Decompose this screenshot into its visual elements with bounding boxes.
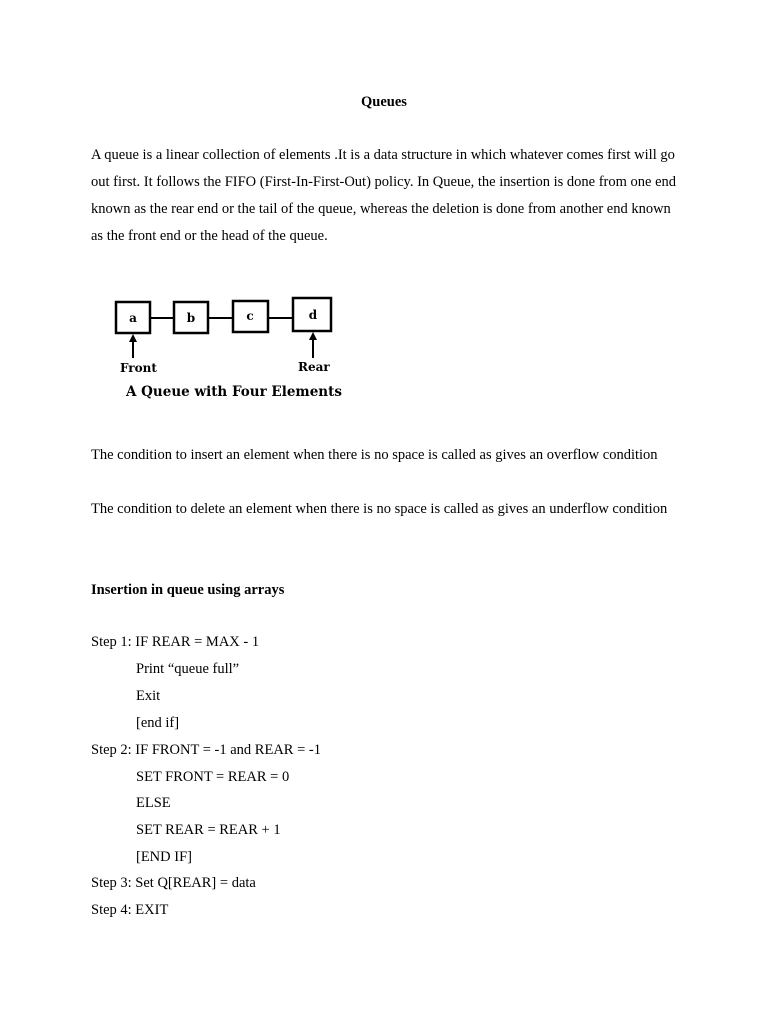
front-label: Front (120, 361, 157, 375)
section-heading: Insertion in queue using arrays (91, 582, 285, 598)
step-line: Step 3: Set Q[REAR] = data (91, 875, 256, 891)
step-line: ELSE (136, 795, 171, 811)
step-line: Step 1: IF REAR = MAX - 1 (91, 634, 260, 650)
node-label-a: a (129, 311, 137, 325)
step-line: Exit (136, 688, 161, 704)
step-line: SET REAR = REAR + 1 (136, 822, 281, 838)
node-label-c: c (246, 309, 254, 323)
node-label-d: d (308, 308, 318, 322)
overflow-paragraph: The condition to insert an element when there is no space is called as gives an overflow condition (91, 447, 658, 463)
step-line: Step 4: EXIT (91, 902, 169, 918)
rear-arrow-icon (309, 332, 317, 340)
step-line: [end if] (136, 715, 180, 731)
page-title: Queues (361, 94, 407, 110)
node-label-b: b (186, 311, 196, 325)
queue-figure (110, 290, 350, 410)
front-arrow-icon (129, 334, 137, 342)
queue-diagram (110, 290, 350, 410)
step-line: [END IF] (136, 849, 192, 865)
step-line: SET FRONT = REAR = 0 (136, 769, 290, 785)
rear-label: Rear (298, 360, 330, 374)
step-line: Step 2: IF FRONT = -1 and REAR = -1 (91, 742, 321, 758)
intro-paragraph: A queue is a linear collection of elements .It is a data structure in which whatever comes first will go out first. It follows the FIFO (First-In-First-Out) policy. In Queue, the insertion is done from one end known as the rear end or the tail of the queue, whereas the deletion is done from another end known as the front end or the head of the queue. (91, 147, 677, 244)
step-line: Print “queue full” (136, 661, 240, 677)
figure-caption: A Queue with Four Elements (126, 384, 342, 400)
underflow-paragraph: The condition to delete an element when there is no space is called as gives an underflow condition (91, 501, 668, 517)
